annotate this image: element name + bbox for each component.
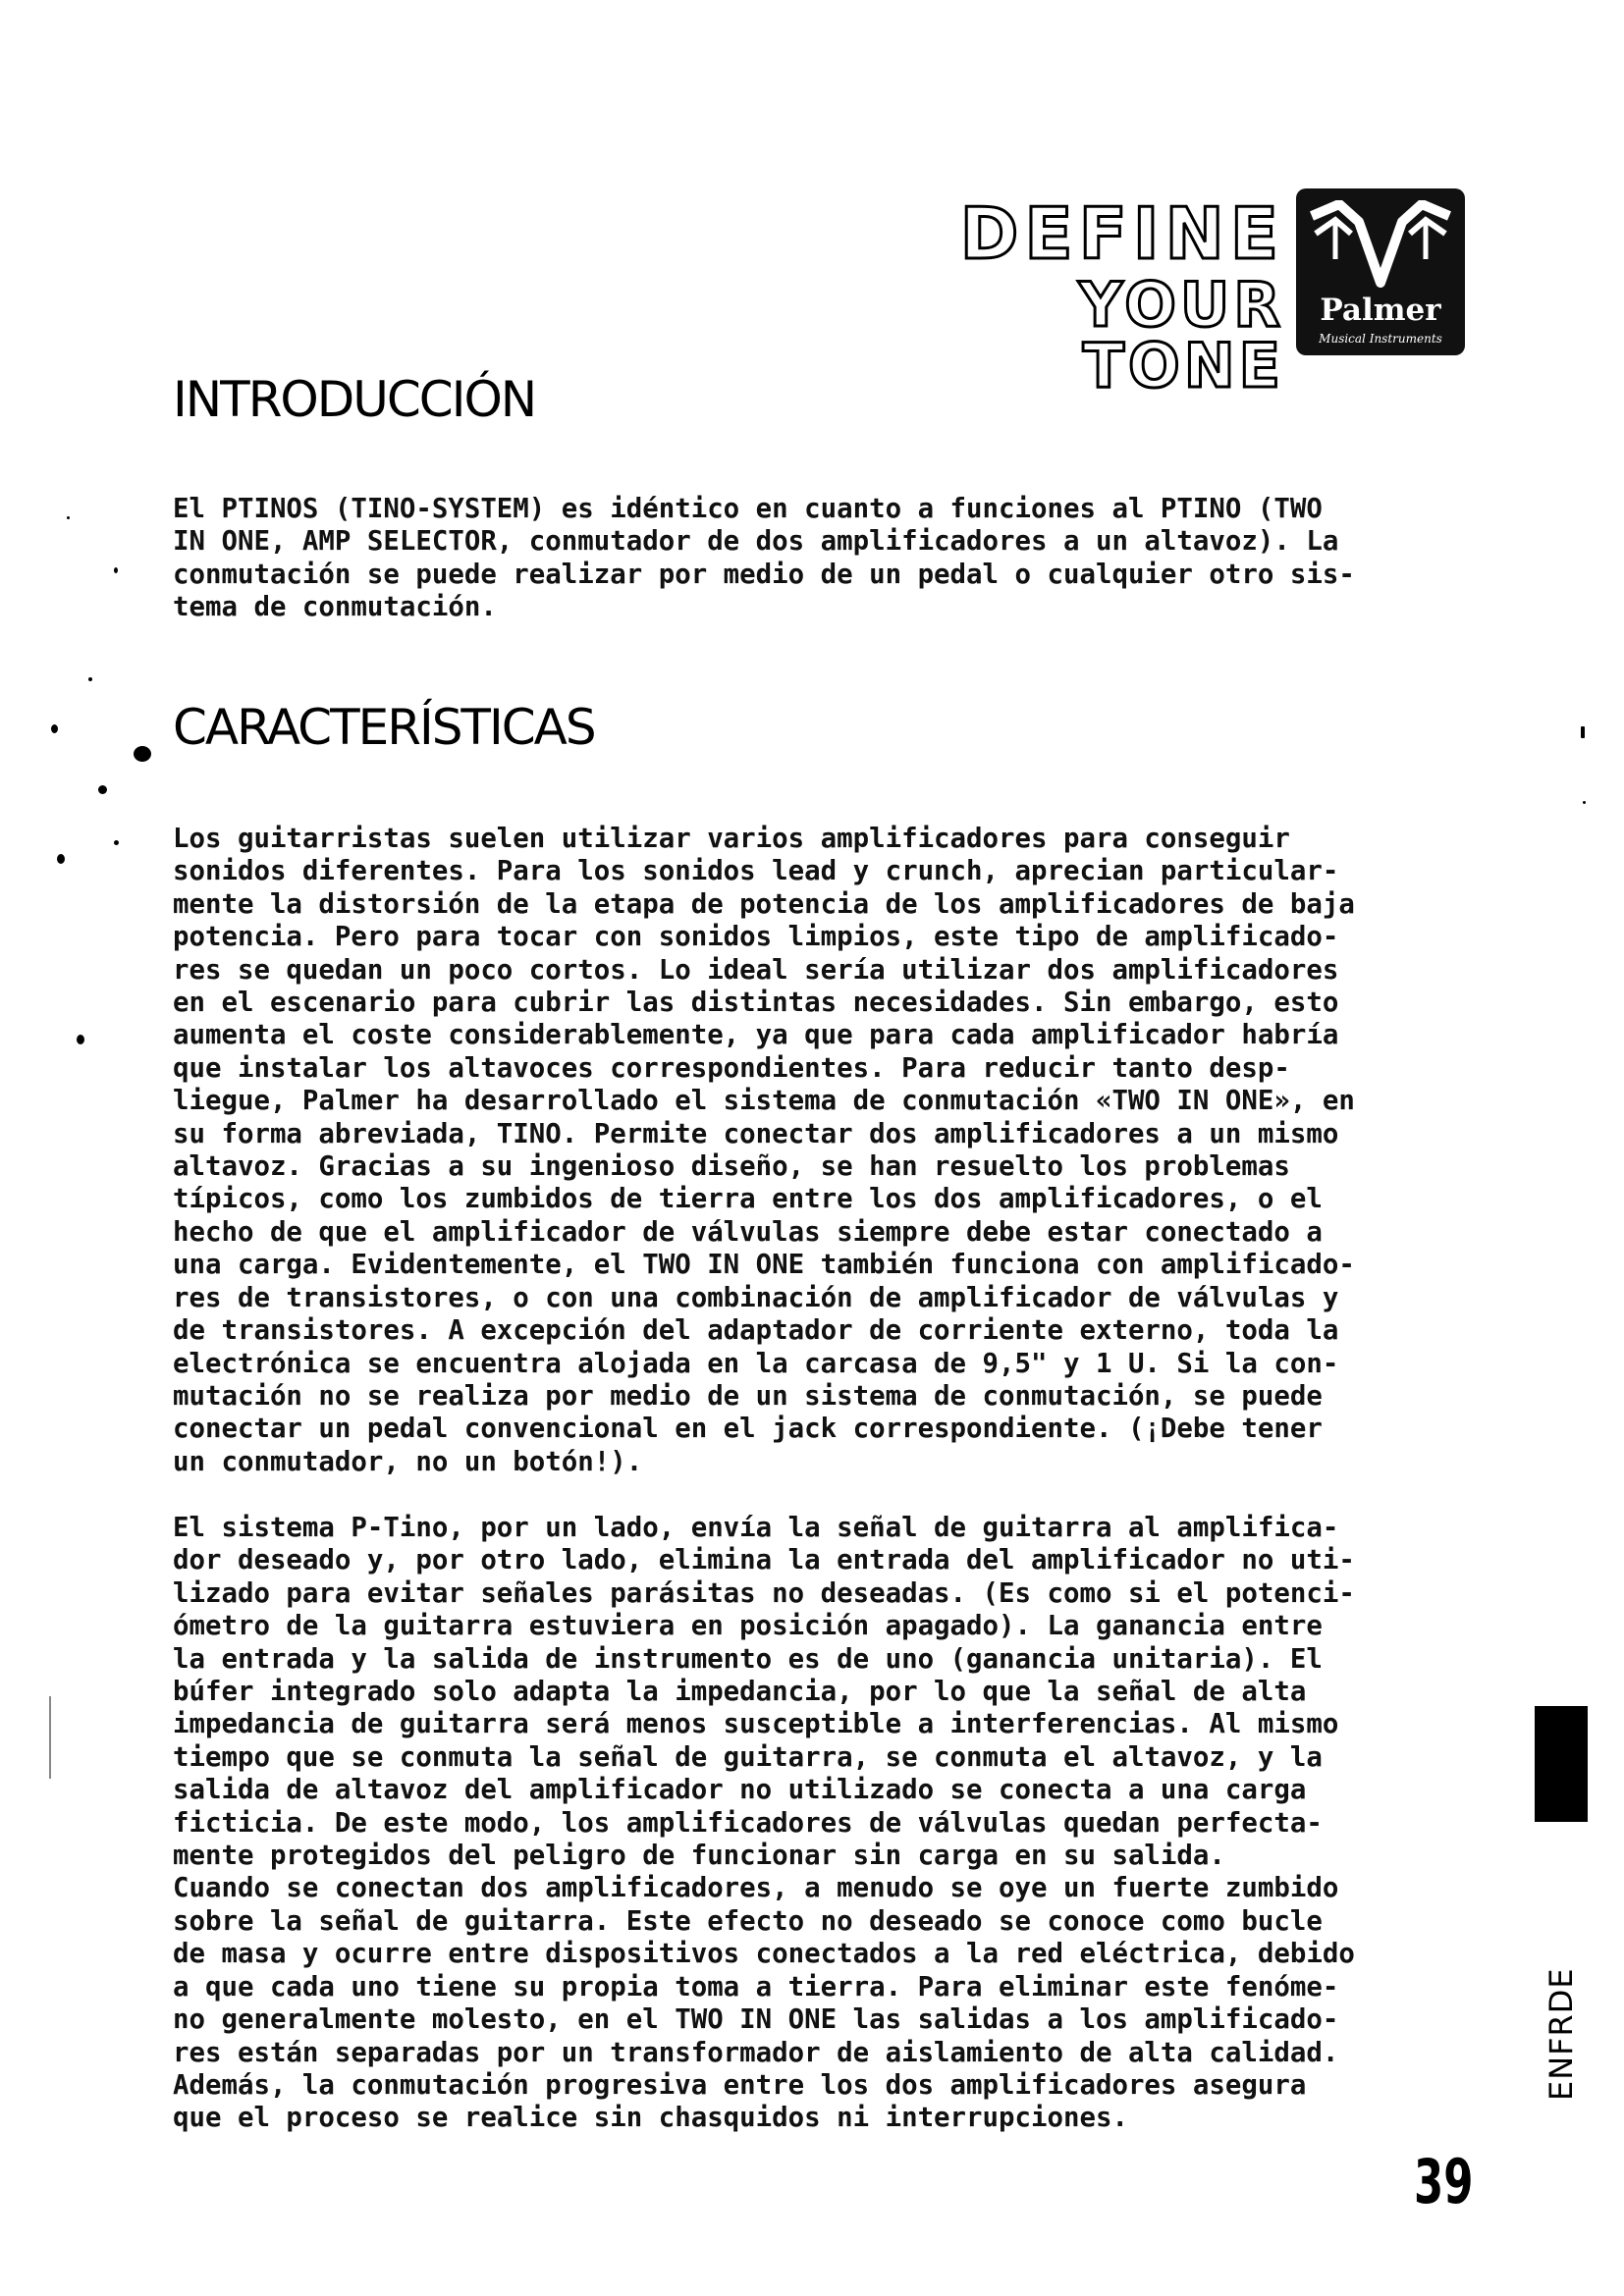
palmer-brand-name: Palmer <box>1320 293 1441 328</box>
features-paragraph-1: Los guitarristas suelen utilizar varios amplificadores para conseguir sonidos diferentes. Para los sonidos lead y crunch, aprecian particular- mente la distorsión de la etapa de potencia de los amplificadores de baja potencia. Pero para tocar con sonidos limpios, este tipo de amplificado- res se quedan un poco cortos. Lo ideal sería utilizar dos amplificadores en el escenario para cubrir las distintas necesidades. Sin embargo, esto aumenta el coste considerablemente, ya que para cada amplificador habría que instalar los altavoces correspondientes. Para reducir tanto desp- liegue, Palmer ha desarrollado el sistema de conmutación «TWO IN ONE», en su forma abreviada, TINO. Permite conectar dos amplificadores a un mismo altavoz. Gracias a su ingenioso diseño, se han resuelto los problemas típicos, como los zumbidos de tierra entre los dos amplificadores, o el hecho de que el amplificador de válvulas siempre debe estar conectado a una carga. Evidentemente, el TWO IN ONE también funciona con amplificado- res de transistores, o con una combinación de amplificador de válvulas y de transistores. A excepción del adaptador de corriente externo, toda la electrónica se encuentra alojada en la carcasa de 9,5" y 1 U. Si la con- mutación no se realiza por medio de un sistema de conmutación, se puede conectar un pedal convencional en el jack correspondiente. (¡Debe tener un conmutador, no un botón!). <box>173 824 1355 1477</box>
palm-trees-icon <box>1306 200 1455 291</box>
margin-rule <box>49 1696 51 1779</box>
language-tab-marker <box>1535 1706 1588 1822</box>
header-logos <box>852 188 1471 401</box>
page-number: 39 <box>1414 2146 1474 2217</box>
palmer-brand-subtitle: Musical Instruments <box>1319 332 1442 346</box>
define-your-tone-logo-line1: DEFINE <box>959 192 1284 275</box>
intro-heading: INTRODUCCIÓN <box>173 371 536 428</box>
features-paragraph-2: El sistema P-Tino, por un lado, envía la señal de guitarra al amplifica- dor deseado y, por otro lado, elimina la entrada del amplificador no uti- lizado para evitar señales parásitas no deseadas. (Es como si el potenci- ómetro de la guitarra estuviera en posición apagado). La ganancia entre la entrada y la salida de instrumento es de uno (ganancia unitaria). El búfer integrado solo adapta la impedancia, por lo que la señal de alta impedancia de guitarra será menos susceptible a interferencias. Al mismo tiempo que se conmuta la señal de guitarra, se conmuta el altavoz, y la salida de altavoz del amplificador no utilizado se conecta a una carga ficticia. De este modo, los amplificadores de válvulas quedan perfecta- mente protegidos del peligro de funcionar sin carga en su salida. Cuando se conectan dos amplificadores, a menudo se oye un fuerte zumbido sobre la señal de guitarra. Este efecto no deseado se conoce como bucle de masa y ocurre entre dispositivos conectados a la red eléctrica, debido a que cada uno tiene su propia toma a tierra. Para eliminar este fenóme- no generalmente molesto, en el TWO IN ONE las salidas a los amplificado- res están separadas por un transformador de aislamiento de alta calidad. Además, la conmutación progresiva entre los dos amplificadores asegura que el proceso se realice sin chasquidos ni interrupciones. <box>173 1513 1355 2134</box>
intro-paragraph: El PTINOS (TINO-SYSTEM) es idéntico en cuanto a funciones al PTINO (TWO IN ONE, AMP SELECTOR, conmutador de dos amplificadores a un altavoz). La conmutación se puede realizar por medio de un pedal o cualquier otro sis- tema de conmutación. <box>173 494 1355 623</box>
define-your-tone-logo-line2: YOUR TONE <box>1078 269 1284 401</box>
language-indicator: ENFRDE <box>1543 1967 1580 2101</box>
features-heading: CARACTERÍSTICAS <box>173 699 595 756</box>
palmer-logo <box>1296 188 1465 355</box>
